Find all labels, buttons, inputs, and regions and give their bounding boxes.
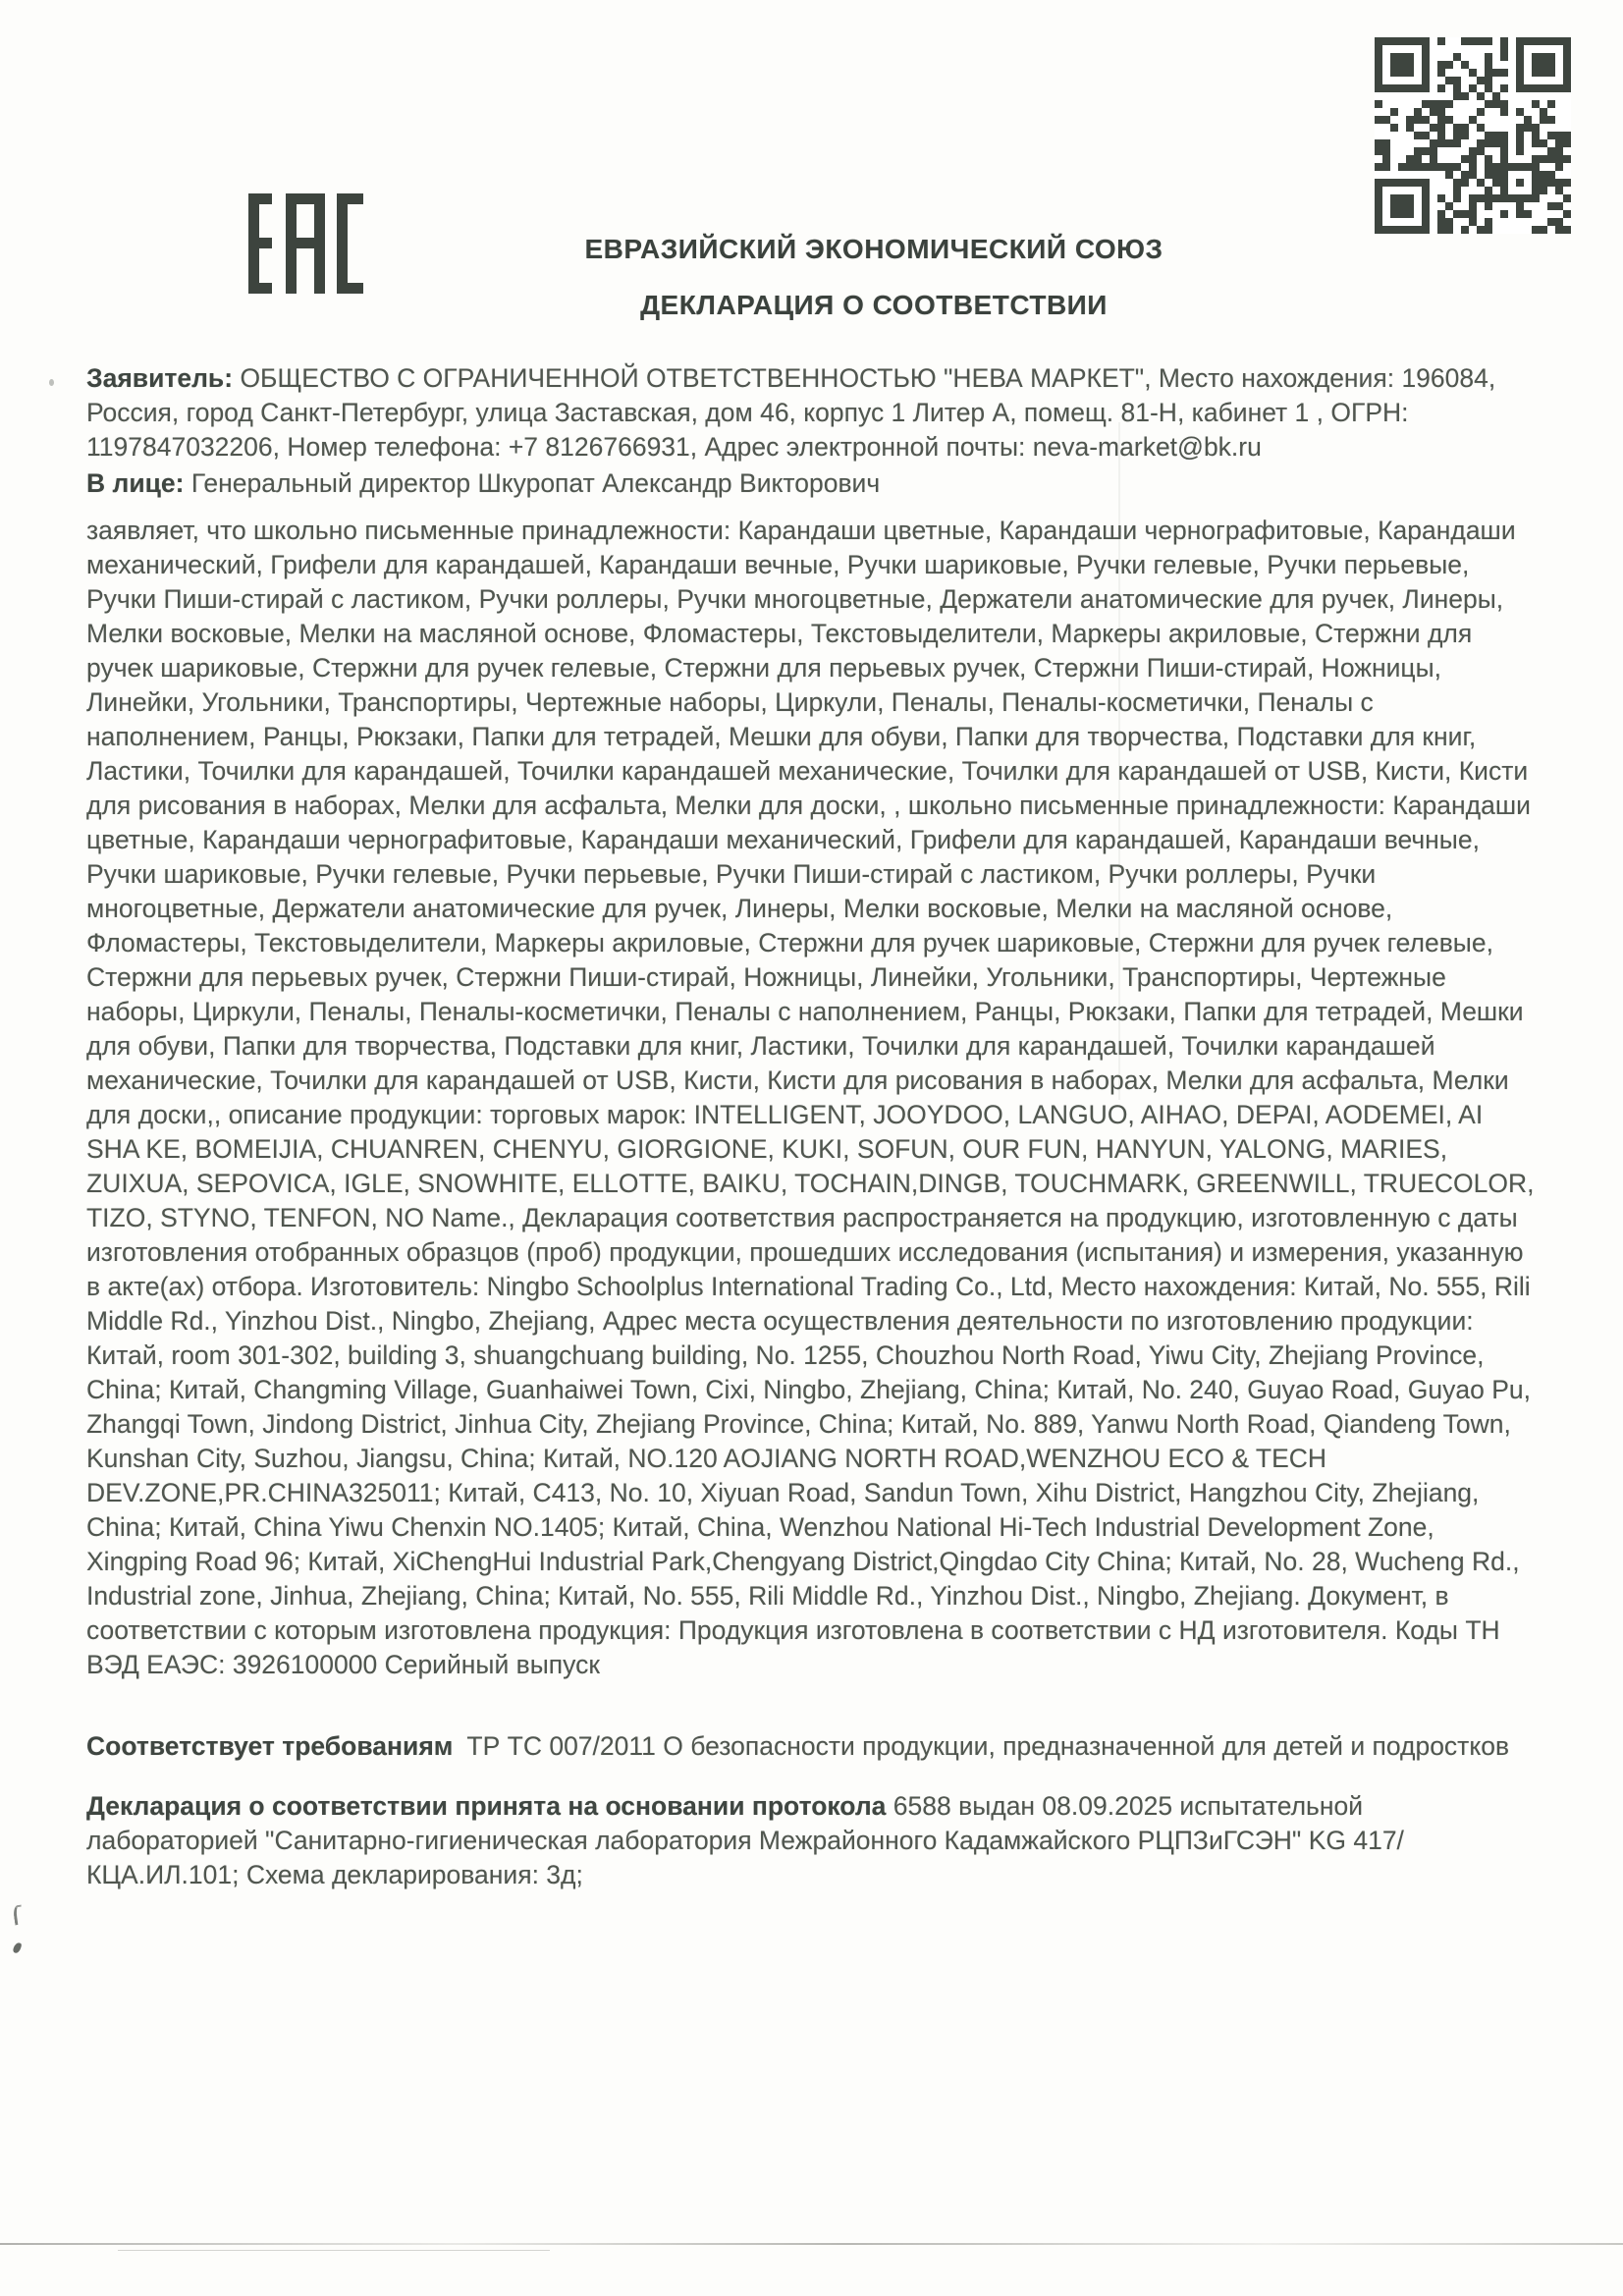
applicant-label: Заявитель: — [86, 363, 234, 393]
margin-speck-artifact-2 — [12, 1941, 22, 1954]
basis-paragraph — [86, 1789, 1542, 1892]
document-header — [314, 236, 1434, 319]
basis-text: 6588 выдан 08.09.2025 испытательной лабораторией "Санитарно-гигиеническая лаборатория Межрайонного Кадамжайского РЦПЗиГСЭН" KG 417/КЦА.ИЛ.101; Схема декларирования: 3д; — [86, 1791, 1404, 1889]
margin-speck-artifact-3 — [49, 379, 54, 386]
requirements-label: Соответствует требованиям — [86, 1731, 454, 1761]
declaration-paragraph — [86, 514, 1542, 1682]
basis-label: Декларация о соответствии принята на основании протокола — [86, 1791, 887, 1821]
union-title: ЕВРАЗИЙСКИЙ ЭКОНОМИЧЕСКИЙ СОЮЗ — [584, 234, 1163, 264]
representative-paragraph — [86, 466, 1542, 501]
qr-code-icon — [1375, 37, 1571, 234]
scan-line-artifact — [0, 2243, 1623, 2245]
document-body — [86, 361, 1542, 1892]
applicant-paragraph — [86, 361, 1542, 465]
vertical-streak-artifact — [1118, 422, 1120, 1100]
margin-speck-artifact — [13, 1904, 25, 1925]
applicant-text: ОБЩЕСТВО С ОГРАНИЧЕННОЙ ОТВЕТСТВЕННОСТЬЮ "НЕВА МАРКЕТ", Место нахождения: 196084, Россия, город Санкт-Петербург, улица Заставская, дом 46, корпус 1 Литер А, помещ. 81-Н, кабинет 1 , ОГРН: 1197847032206, Номер телефона: +7 8126766931, Адрес электронной почты: neva-market@bk.ru — [86, 363, 1496, 462]
requirements-paragraph — [86, 1729, 1542, 1764]
document-title: ДЕКЛАРАЦИЯ О СООТВЕТСТВИИ — [640, 290, 1108, 320]
declaration-text: заявляет, что школьно письменные принадлежности: Карандаши цветные, Карандаши чернографитовые, Карандаши механический, Грифели для карандашей, Карандаши вечные, Ручки шариковые, Ручки гелевые, Ручки перьевые, Ручки Пиши-стирай с ластиком, Ручки роллеры, Ручки многоцветные, Держатели анатомические для ручек, Линеры, Мелки восковые, Мелки на масляной основе, Фломастеры, Текстовыделители, Маркеры акриловые, Стержни для ручек шариковые, Стержни для ручек гелевые, Стержни для перьевых ручек, Стержни Пиши-стирай, Ножницы, Линейки, Угольники, Транспортиры, Чертежные наборы, Циркули, Пеналы, Пеналы-косметички, Пеналы с наполнением, Ранцы, Рюкзаки, Папки для тетрадей, Мешки для обуви, Папки для творчества, Подставки для книг, Ластики, Точилки для карандашей, Точилки карандашей механические, Точилки для карандашей от USB, Кисти, Кисти для рисования в наборах, Мелки для асфальта, Мелки для доски, , школьно письменные принадлежности: Карандаши цветные, Карандаши чернографитовые, Карандаши механический, Грифели для карандашей, Карандаши вечные, Ручки шариковые, Ручки гелевые, Ручки перьевые, Ручки Пиши-стирай с ластиком, Ручки роллеры, Ручки многоцветные, Держатели анатомические для ручек, Линеры, Мелки восковые, Мелки на масляной основе, Фломастеры, Текстовыделители, Маркеры акриловые, Стержни для ручек шариковые, Стержни для ручек гелевые, Стержни для перьевых ручек, Стержни Пиши-стирай, Ножницы, Линейки, Угольники, Транспортиры, Чертежные наборы, Циркули, Пеналы, Пеналы-косметички, Пеналы с наполнением, Ранцы, Рюкзаки, Папки для тетрадей, Мешки для обуви, Папки для творчества, Подставки для книг, Ластики, Точилки для карандашей, Точилки карандашей механические, Точилки для карандашей от USB, Кисти, Кисти для рисования в наборах, Мелки для асфальта, Мелки для доски,, описание продукции: торговых марок: INTELLIGENT, JOOYDOO, LANGUO, AIHAO, DEPAI, AODEMEI, AI SHA KE, BOMEIJIA, CHUANREN, CHENYU, GIORGIONE, KUKI, SOFUN, OUR FUN, HANYUN, YALONG, MARIES, ZUIXUA, SEPOVICA, IGLE, SNOWHITE, ELLOTTE, BAIKU, TOCHAIN,DINGB, TOUCHMARK, GREENWILL, TRUECOLOR, TIZO, STYNO, TENFON, NO Name., Декларация соответствия распространяется на продукцию, изготовленную с даты изготовления отобранных образцов (проб) продукции, прошедших исследования (испытания) и измерения, указанную в акте(ах) отбора. Изготовитель: Ningbo Schoolplus International Trading Co., Ltd, Место нахождения: Китай, No. 555, Rili Middle Rd., Yinzhou Dist., Ningbo, Zhejiang, Адрес места осуществления деятельности по изготовлению продукции: Китай, room 301-302, building 3, shuangchuang building, No. 1255, Chouzhou North Road, Yiwu City, Zhejiang Province, China; Китай, Changming Village, Guanhaiwei Town, Cixi, Ningbo, Zhejiang, China; Китай, No. 240, Guyao Road, Guyao Pu, Zhangqi Town, Jindong District, Jinhua City, Zhejiang Province, China; Китай, No. 889, Yanwu North Road, Qiandeng Town, Kunshan City, Suzhou, Jiangsu, China; Китай, NO.120 AOJIANG NORTH ROAD,WENZHOU ECO & TECH DEV.ZONE,PR.CHINA325011; Китай, C413, No. 10, Xiyuan Road, Sandun Town, Xihu District, Hangzhou City, Zhejiang, China; Китай, China Yiwu Chenxin NO.1405; Китай, China, Wenzhou National Hi-Tech Industrial Development Zone, Xingping Road 96; Китай, XiChengHui Industrial Park,Chengyang District,Qingdao City China; Китай, No. 28, Wucheng Rd., Industrial zone, Jinhua, Zhejiang, China; Китай, No. 555, Rili Middle Rd., Yinzhou Dist., Ningbo, Zhejiang. Документ, в соответствии с которым изготовлена продукция: Продукция изготовлена в соответствии с НД изготовителя. Коды ТН ВЭД ЕАЭС: 3926100000 Серийный выпуск — [86, 516, 1535, 1679]
scan-line-artifact-2 — [118, 2250, 550, 2251]
representative-text: Генеральный директор Шкуропат Александр Викторович — [190, 468, 881, 498]
representative-label: В лице: — [86, 468, 185, 498]
requirements-text: ТР ТС 007/2011 О безопасности продукции, предназначенной для детей и подростков — [466, 1731, 1510, 1761]
